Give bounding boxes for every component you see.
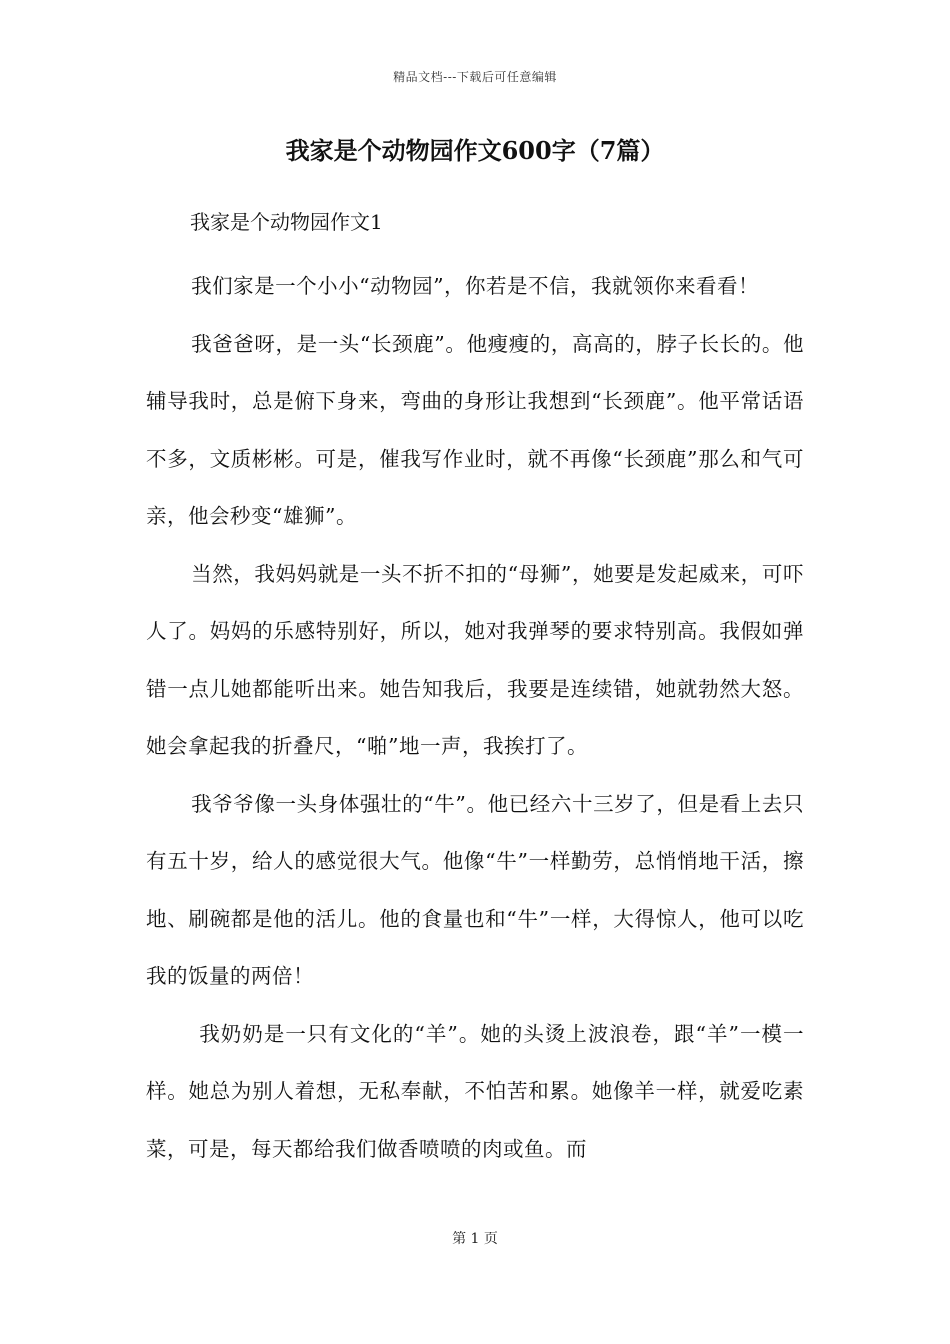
paragraph: 我爷爷像一头身体强壮的“牛”。他已经六十三岁了，但是看上去只有五十岁，给人的感觉很大气。他像“牛”一样勤劳，总悄悄地干活，擦地、刷碗都是他的活儿。他的食量也和“牛”一样，大得惊人，他可以吃我的饭量的两倍！ (146, 791, 804, 988)
document-title: 我家是个动物园作文600字（7篇） (285, 136, 665, 165)
paragraph: 我爸爸呀，是一头“长颈鹿”。他瘦瘦的，高高的，脖子长长的。他辅导我时，总是俯下身来，弯曲的身形让我想到“长颈鹿”。他平常话语不多，文质彬彬。可是，催我写作业时，就不再像“长颈鹿”那么和气可亲，他会秒变“雄狮”。 (146, 331, 804, 528)
paragraph: 我奶奶是一只有文化的“羊”。她的头烫上波浪卷，跟“羊”一模一样。她总为别人着想，无私奉献，不怕苦和累。她像羊一样，就爱吃素菜，可是，每天都给我们做香喷喷的肉或鱼。而 (146, 1021, 804, 1161)
section-title: 我家是个动物园作文1 (190, 210, 383, 234)
header-note: 精品文档---下载后可任意编辑 (393, 70, 557, 84)
page-number: 第 1 页 (452, 1231, 498, 1247)
body-text (146, 258, 804, 1178)
paragraph: 我们家是一个小小“动物园”，你若是不信，我就领你来看看！ (191, 274, 760, 298)
paragraph: 当然，我妈妈就是一头不折不扣的“母狮”，她要是发起威来，可吓人了。妈妈的乐感特别好，所以，她对我弹琴的要求特别高。我假如弹错一点儿她都能听出来。她告知我后，我要是连续错，她就勃然大怒。她会拿起我的折叠尺，“啪”地一声，我挨打了。 (146, 561, 804, 758)
